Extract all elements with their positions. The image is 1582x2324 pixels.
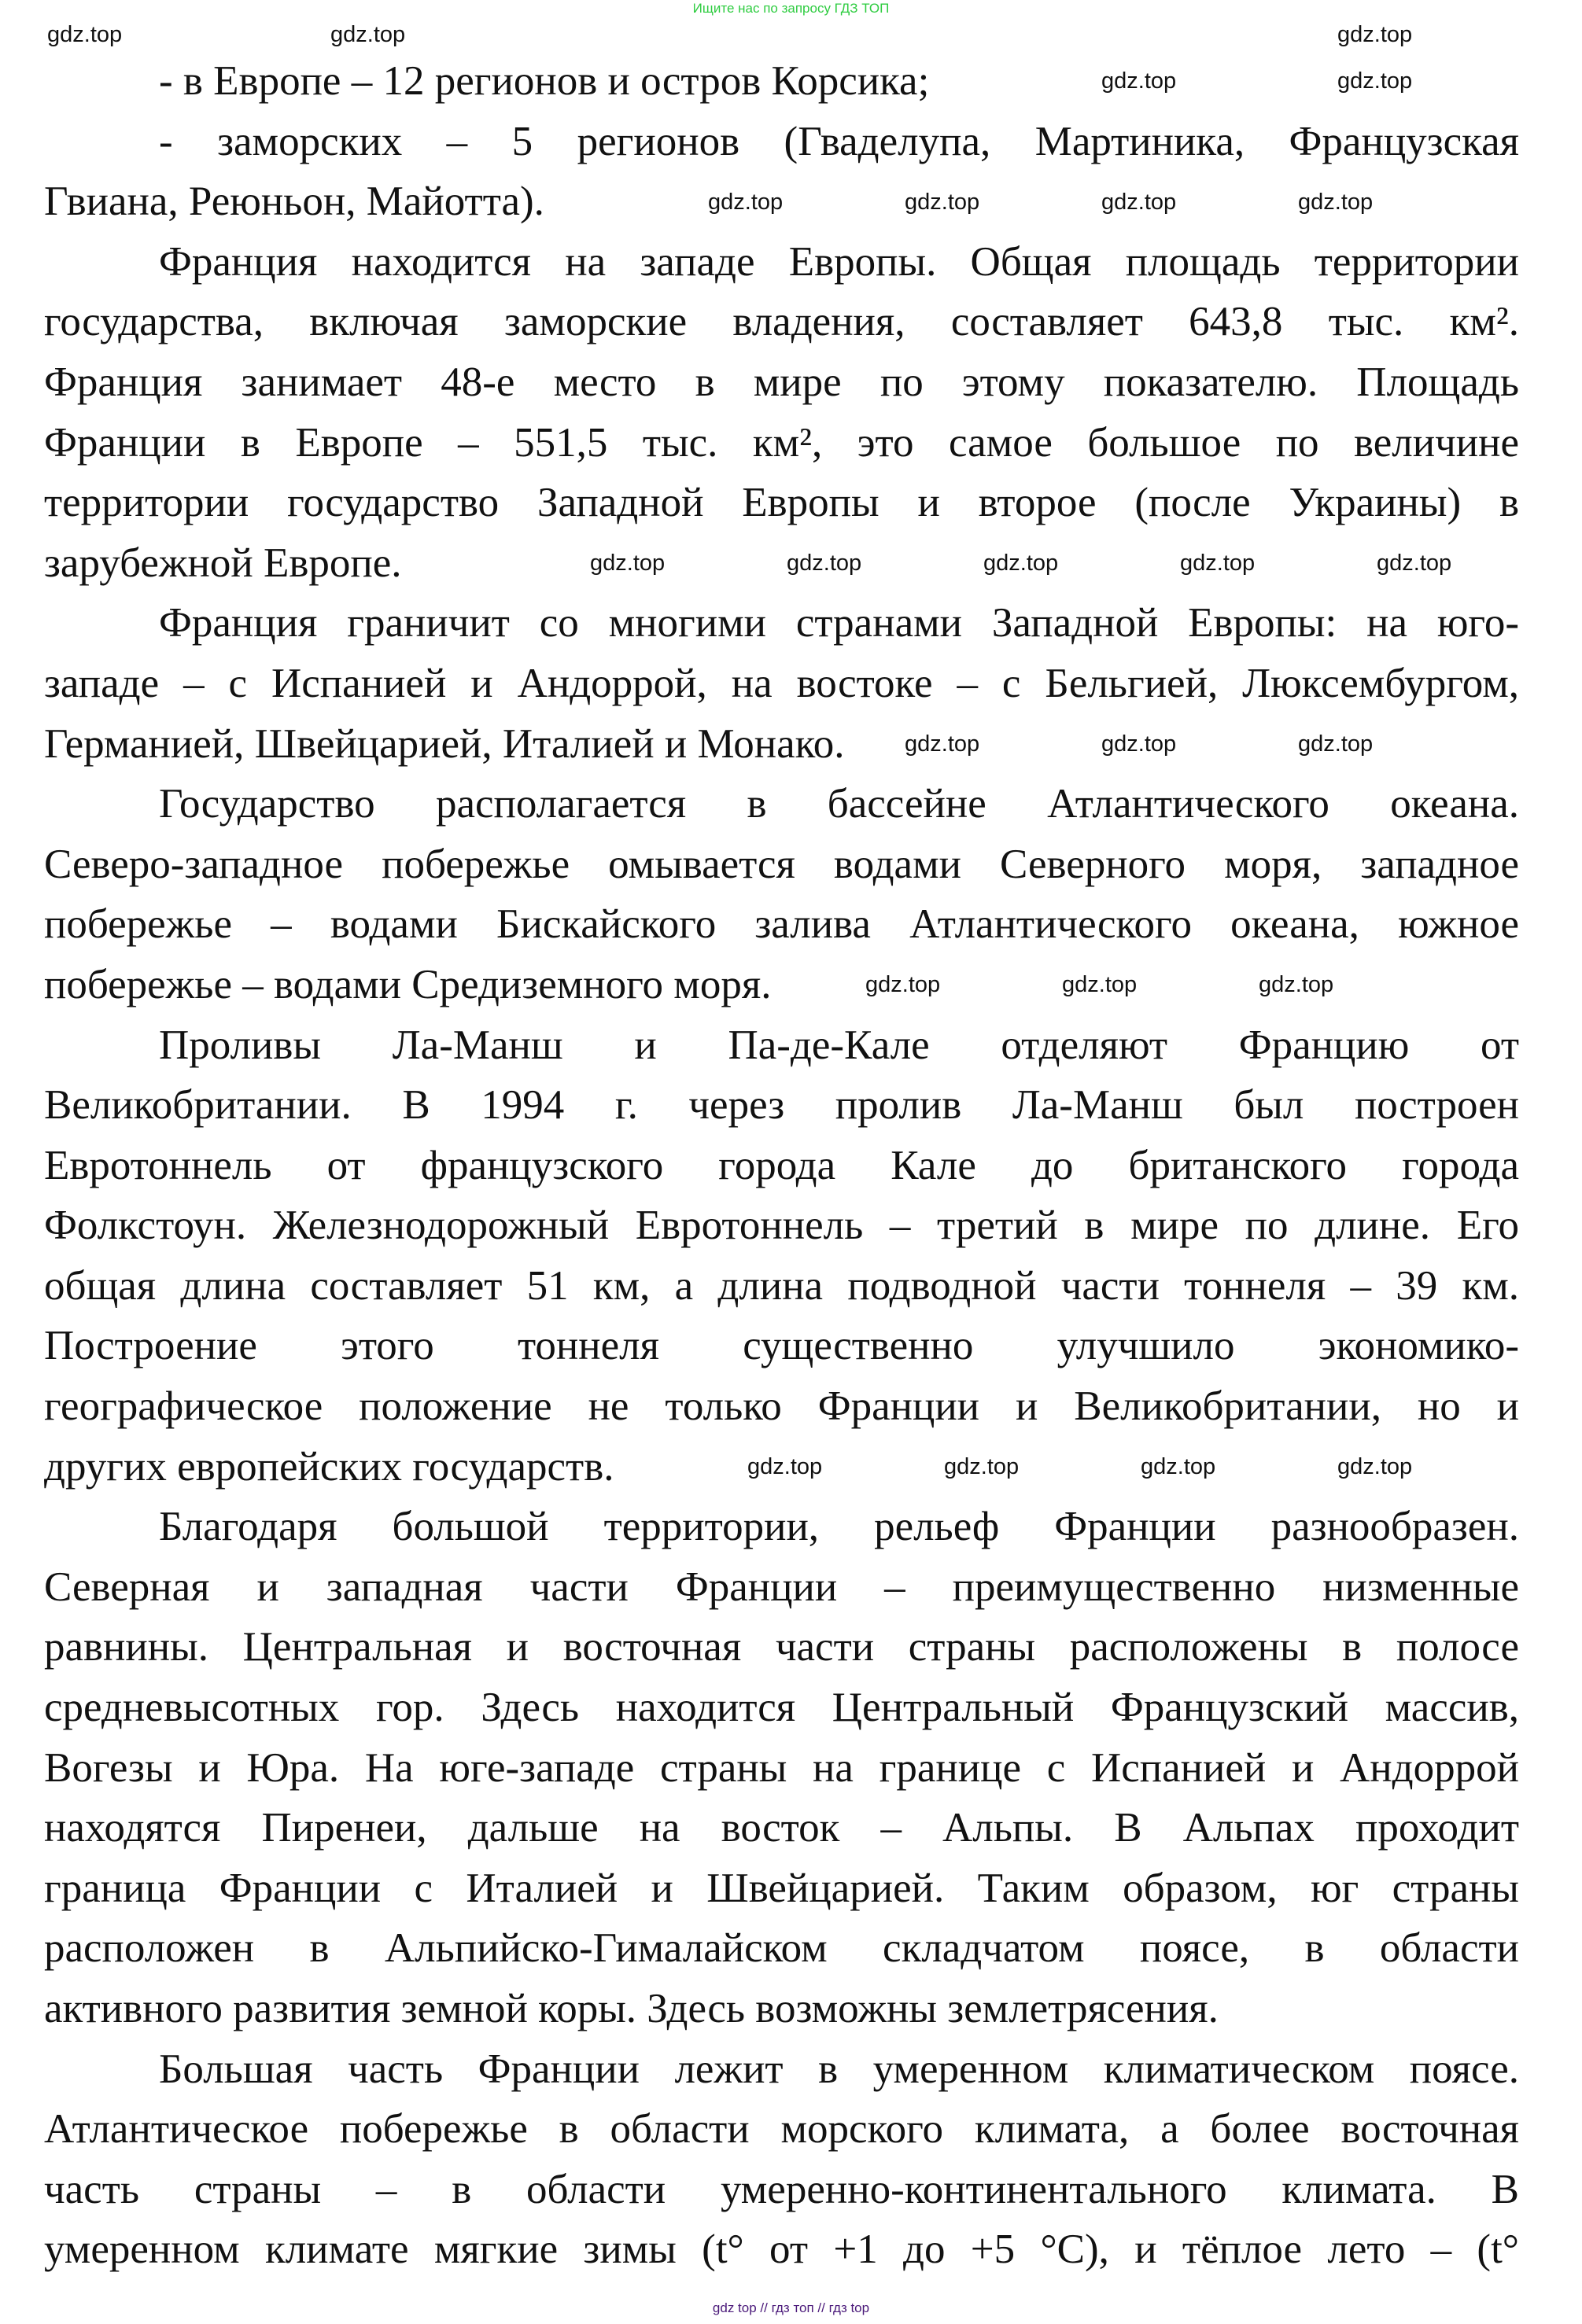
- text-line: находятся Пиренеи, дальше на восток – Альпы. В Альпах проходит: [44, 1805, 1519, 1851]
- text-line: государства, включая заморские владения, составляет 643,8 тыс. км².: [44, 299, 1519, 345]
- text-line: расположен в Альпийско-Гималайском складчатом поясе, в области: [44, 1925, 1519, 1972]
- text-line: средневысотных гор. Здесь находится Центральный Французский массив,: [44, 1685, 1519, 1731]
- paragraph: [44, 1497, 1519, 2039]
- text-line: Франции в Европе – 551,5 тыс. км², это самое большое по величине: [44, 419, 1519, 466]
- text-line: Гвиана, Реюньон, Майотта).: [44, 179, 544, 225]
- watermark: gdz.top: [1062, 972, 1138, 997]
- watermark: gdz.top: [905, 731, 980, 757]
- paragraph: [44, 51, 1519, 112]
- watermark: gdz.top: [330, 22, 406, 47]
- text-line: Большая часть Франции лежит в умеренном климатическом поясе.: [159, 2046, 1519, 2092]
- watermark: gdz.top: [1259, 972, 1334, 997]
- text-line: других европейских государств.: [44, 1443, 614, 1490]
- text-line: Евротоннель от французского города Кале до британского города: [44, 1142, 1519, 1188]
- watermark: gdz.top: [865, 972, 941, 997]
- text-line: Великобритании. В 1994 г. через пролив Ла-Манш был построен: [44, 1082, 1519, 1129]
- text-line: Франция граничит со многими странами Западной Европы: на юго-: [159, 600, 1519, 646]
- watermark: gdz.top: [1180, 551, 1256, 576]
- text-line: Благодаря большой территории, рельеф Франции разнообразен.: [159, 1504, 1519, 1550]
- text-line: Вогезы и Юра. На юге-западе страны на границе с Испанией и Андоррой: [44, 1744, 1519, 1791]
- watermark: gdz.top: [944, 1454, 1020, 1479]
- text-line: Франция занимает 48-е место в мире по этому показателю. Площадь: [44, 359, 1519, 405]
- watermark: gdz.top: [590, 551, 666, 576]
- text-line: Северо-западное побережье омывается водами Северного моря, западное: [44, 841, 1519, 887]
- watermark: gdz.top: [905, 190, 980, 215]
- text-line: - в Европе – 12 регионов и остров Корсика;: [159, 58, 930, 104]
- watermark: gdz.top: [747, 1454, 823, 1479]
- watermark: gdz.top: [1141, 1454, 1216, 1479]
- text-line: побережье – водами Бискайского залива Атлантического океана, южное: [44, 901, 1519, 948]
- text-line: - заморских – 5 регионов (Гваделупа, Мартиника, Французская: [159, 118, 1519, 164]
- watermark: gdz.top: [47, 22, 123, 47]
- watermark: gdz.top: [1337, 22, 1413, 47]
- top-banner[interactable]: Ищите нас по запросу ГДЗ ТОП: [692, 1, 890, 16]
- paragraph: [44, 2039, 1519, 2280]
- text-line: Франция находится на западе Европы. Общая площадь территории: [159, 238, 1519, 285]
- text-line: часть страны – в области умеренно-континентального климата. В: [44, 2166, 1519, 2212]
- text-line: равнины. Центральная и восточная части страны расположены в полосе: [44, 1624, 1519, 1670]
- text-line: Атлантическое побережье в области морского климата, а более восточная: [44, 2106, 1519, 2153]
- watermark: gdz.top: [1101, 731, 1177, 757]
- footer-links[interactable]: gdz top // гдз топ // гдз top: [712, 2300, 870, 2315]
- paragraph: [44, 1015, 1519, 1497]
- watermark: gdz.top: [983, 551, 1059, 576]
- watermark: gdz.top: [787, 551, 862, 576]
- text-line: Построение этого тоннеля существенно улучшило экономико-: [44, 1323, 1519, 1369]
- text-line: Северная и западная части Франции – преимущественно низменные: [44, 1563, 1519, 1610]
- watermark: gdz.top: [1101, 68, 1177, 94]
- watermark: gdz.top: [708, 190, 784, 215]
- text-line: Фолкстоун. Железнодорожный Евротоннель – третий в мире по длине. Его: [44, 1203, 1519, 1249]
- watermark: gdz.top: [1377, 551, 1452, 576]
- watermark: gdz.top: [1337, 1454, 1413, 1479]
- text-line: побережье – водами Средиземного моря.: [44, 961, 772, 1007]
- text-line: зарубежной Европе.: [44, 540, 402, 586]
- text-line: умеренном климате мягкие зимы (t° от +1 до +5 °С), и тёплое лето – (t°: [44, 2226, 1519, 2273]
- document-body: [44, 51, 1519, 2280]
- text-line: Проливы Ла-Манш и Па-де-Кале отделяют Францию от: [159, 1022, 1519, 1068]
- text-line: общая длина составляет 51 км, а длина подводной части тоннеля – 39 км.: [44, 1262, 1519, 1309]
- paragraph: [44, 232, 1519, 594]
- watermark: gdz.top: [1101, 190, 1177, 215]
- watermark: gdz.top: [1298, 190, 1374, 215]
- watermark: gdz.top: [1337, 68, 1413, 94]
- text-line: Государство располагается в бассейне Атлантического океана.: [159, 781, 1519, 827]
- text-line: Германией, Швейцарией, Италией и Монако.: [44, 720, 845, 767]
- text-line: западе – с Испанией и Андоррой, на востоке – с Бельгией, Люксембургом,: [44, 660, 1519, 706]
- text-line: граница Франции с Италией и Швейцарией. Таким образом, юг страны: [44, 1865, 1519, 1911]
- text-line: территории государство Западной Европы и второе (после Украины) в: [44, 480, 1519, 526]
- text-line: географическое положение не только Франции и Великобритании, но и: [44, 1383, 1519, 1430]
- watermark: gdz.top: [1298, 731, 1374, 757]
- text-line: активного развития земной коры. Здесь возможны землетрясения.: [44, 1986, 1219, 2031]
